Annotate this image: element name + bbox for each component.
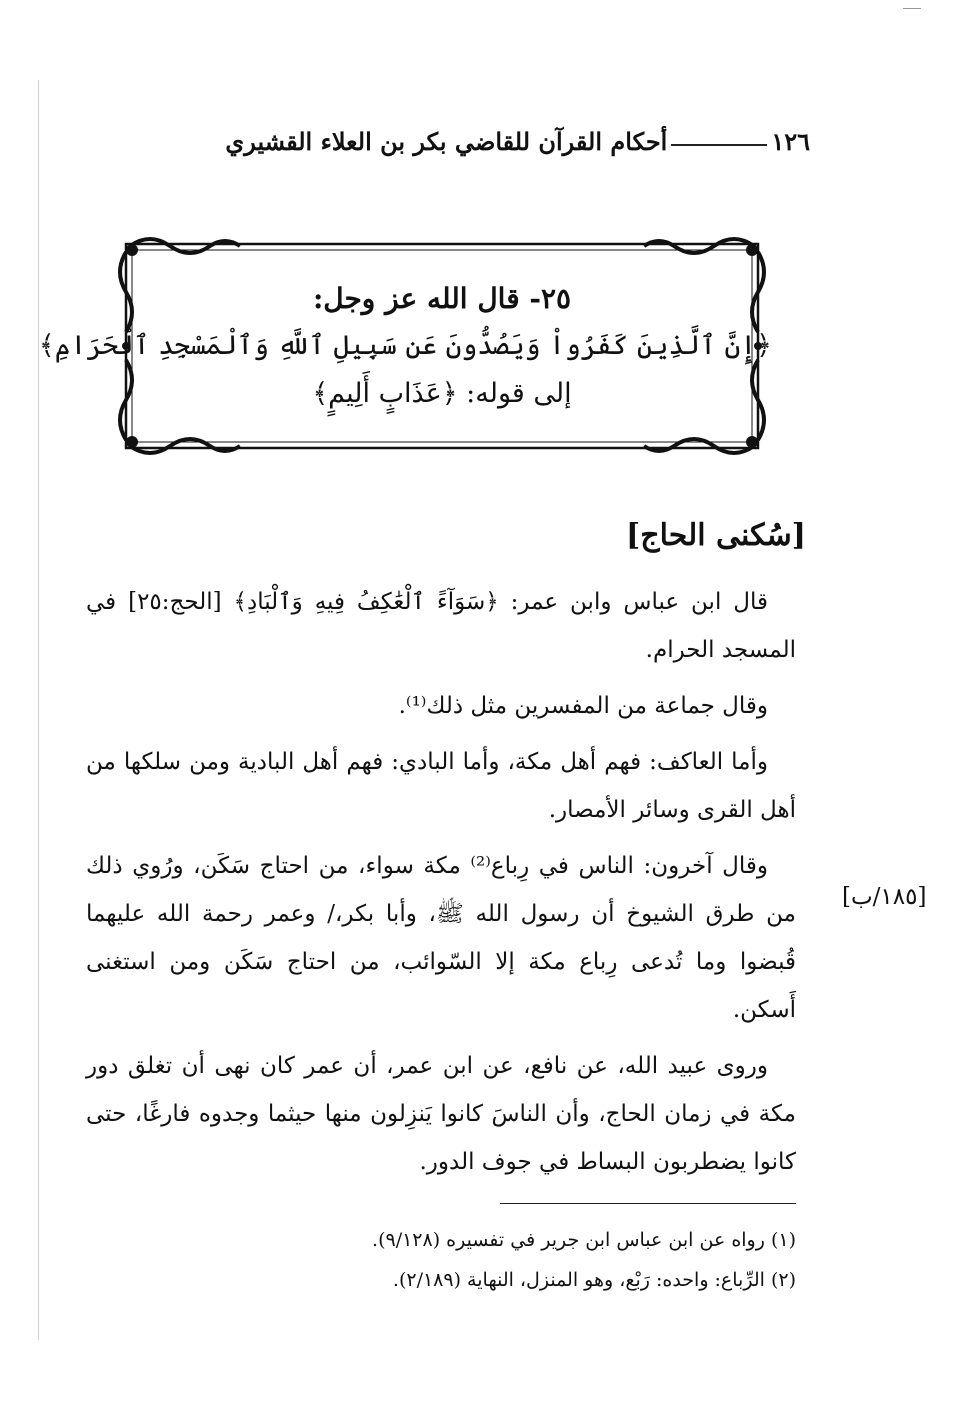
verse-heading: ٢٥- قال الله عز وجل: bbox=[312, 282, 572, 315]
running-header bbox=[90, 118, 810, 158]
quran-verse: ﴿إِنَّ ٱلَّذِينَ كَفَرُواْ وَيَصُدُّونَ عَن سَبِيلِ ٱللَّهِ وَٱلْمَسْجِدِ ٱلْحَرَامِ﴾ bbox=[38, 330, 772, 361]
scan-corner-mark bbox=[903, 8, 921, 9]
book-title: أحكام القرآن للقاضي بكر بن العلاء القشيري bbox=[225, 127, 668, 156]
manuscript-folio-note: [١٨٥/ب] bbox=[842, 884, 927, 910]
footnotes bbox=[90, 1220, 796, 1300]
paragraph: وأما العاكف: فهم أهل مكة، وأما البادي: فهم أهل البادية ومن سلكها من أهل القرى وسائر الأمصار. bbox=[86, 749, 796, 823]
section-title: [سُكنى الحاج] bbox=[626, 518, 806, 553]
header-rule bbox=[671, 144, 767, 146]
paragraph: وروى عبيد الله، عن نافع، عن ابن عمر، أن عمر كان نهى أن تغلق دور مكة في زمان الحاج، وأن الناسَ كانوا يَنزِلون منها حيثما وجدوه فارغًا، حتى كانوا يضطربون البساط في جوف الدور. bbox=[86, 1053, 796, 1175]
scan-edge-line bbox=[38, 80, 39, 1340]
paragraph: وقال آخرون: الناس في رِباع⁽²⁾ مكة سواء، من احتاج سَكَن، ورُوي ذلك من طرق الشيوخ أن رسول الله ﷺ، وأبا بكر،/ وعمر رحمة الله عليهما قُبضوا وما تُدعى رِباع مكة إلا السّوائب، من احتاج سَكَن ومن استغنى أَسكن. bbox=[86, 853, 796, 1023]
verse-frame bbox=[38, 232, 772, 460]
footnote: (١) رواه عن ابن عباس ابن جرير في تفسيره (٩/١٢٨). bbox=[372, 1229, 796, 1251]
paragraph: وقال جماعة من المفسرين مثل ذلك⁽¹⁾. bbox=[398, 693, 768, 719]
page-number: ١٢٦ bbox=[771, 127, 810, 156]
paragraph: قال ابن عباس وابن عمر: ﴿سَوَآءً ٱلْعَٰكِفُ فِيهِ وَٱلْبَادِ﴾ [الحج:٢٥] في المسجد الحرام. bbox=[86, 589, 796, 663]
main-text bbox=[86, 578, 796, 1194]
footnote-rule bbox=[500, 1203, 796, 1204]
verse-ending: إلى قوله: ﴿عَذَابٍ أَلِيمٍ﴾ bbox=[312, 378, 572, 409]
footnote: (٢) الرِّباع: واحده: رَبْع، وهو المنزل، النهاية (٢/١٨٩). bbox=[392, 1269, 796, 1291]
